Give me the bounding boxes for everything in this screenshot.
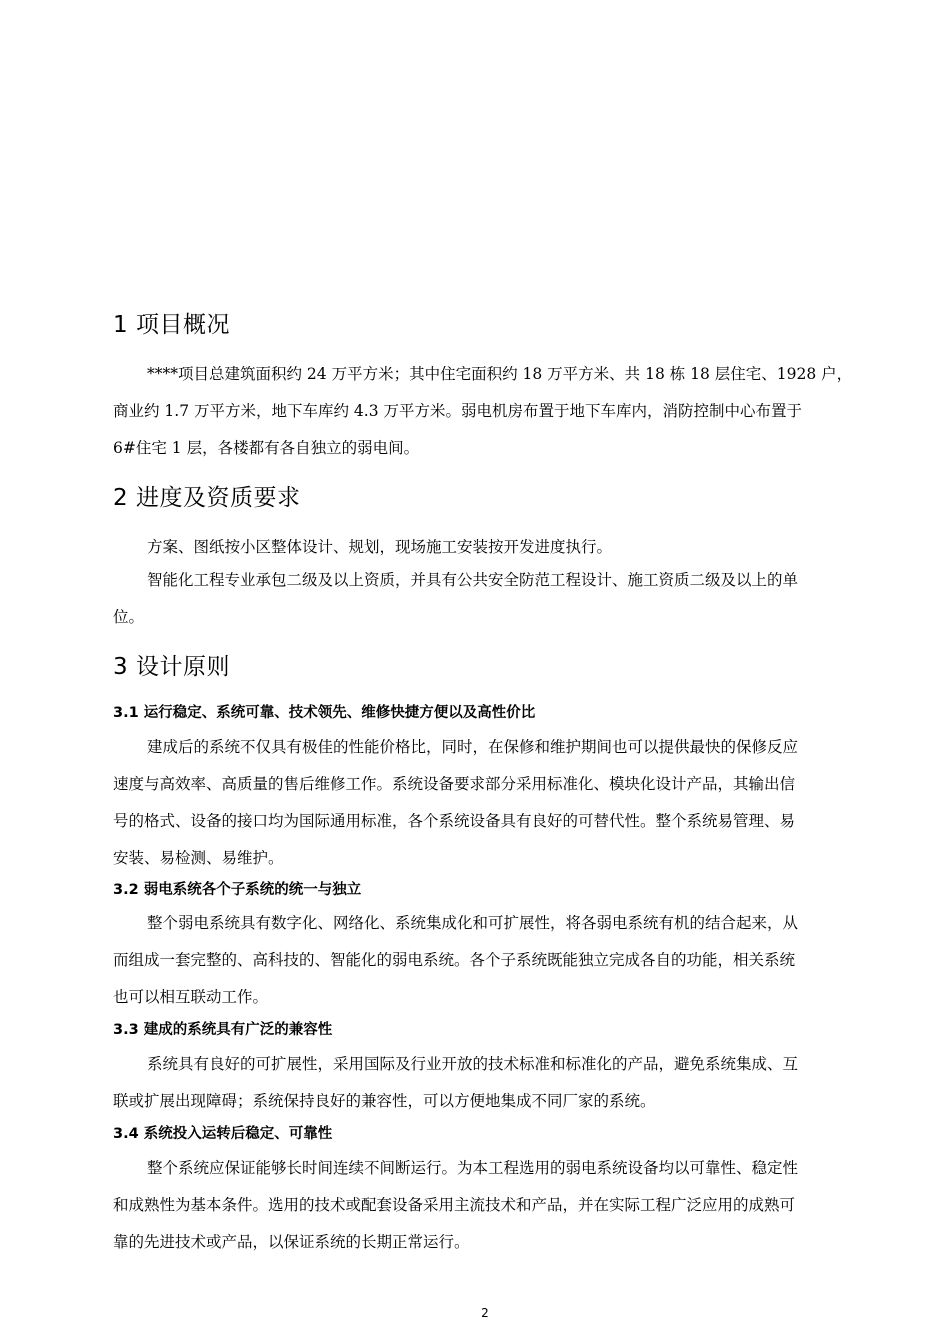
subsection-3-3-heading: 3.3 建成的系统具有广泛的兼容性 (113, 1022, 333, 1038)
section-1-paragraph-line: 商业约 1.7 万平方米，地下车库约 4.3 万平方米。弱电机房布置于地下车库内，消防控制中心布置于 (113, 402, 803, 420)
page-number: 2 (481, 1306, 489, 1320)
subsection-3-2-line: 而组成一套完整的、高科技的、智能化的弱电系统。各个子系统既能独立完成各自的功能，相关系统 (113, 951, 796, 969)
subsection-3-4-line: 和成熟性为基本条件。选用的技术或配套设备采用主流技术和产品，并在实际工程广泛应用的成熟可 (113, 1196, 796, 1214)
section-1-heading: 1 项目概况 (113, 312, 230, 338)
subsection-3-4-heading: 3.4 系统投入运转后稳定、可靠性 (113, 1126, 333, 1142)
section-2-paragraph-line: 智能化工程专业承包二级及以上资质，并具有公共安全防范工程设计、施工资质二级及以上的单 (147, 571, 799, 589)
section-2-heading: 2 进度及资质要求 (113, 485, 301, 511)
section-3-heading: 3 设计原则 (113, 654, 230, 680)
subsection-3-1-line: 号的格式、设备的接口均为国际通用标准，各个系统设备具有良好的可替代性。整个系统易管理、易 (113, 812, 796, 830)
section-2-paragraph-line: 方案、图纸按小区整体设计、规划，现场施工安装按开发进度执行。 (147, 538, 613, 556)
subsection-3-2-line: 也可以相互联动工作。 (113, 988, 269, 1006)
subsection-3-2-heading: 3.2 弱电系统各个子系统的统一与独立 (113, 882, 362, 898)
subsection-3-1-line: 速度与高效率、高质量的售后维修工作。系统设备要求部分采用标准化、模块化设计产品，其输出信 (113, 775, 796, 793)
subsection-3-1-line: 建成后的系统不仅具有极佳的性能价格比，同时，在保修和维护期间也可以提供最快的保修反应 (147, 738, 799, 756)
subsection-3-4-line: 整个系统应保证能够长时间连续不间断运行。为本工程选用的弱电系统设备均以可靠性、稳定性 (147, 1159, 799, 1177)
subsection-3-3-line: 联或扩展出现障碍；系统保持良好的兼容性，可以方便地集成不同厂家的系统。 (113, 1092, 656, 1110)
section-1-paragraph-line: ****项目总建筑面积约 24 万平方米；其中住宅面积约 18 万平方米、共 18 栋 18 层住宅、1928 户， (147, 365, 853, 383)
subsection-3-1-line: 安装、易检测、易维护。 (113, 849, 284, 867)
subsection-3-2-line: 整个弱电系统具有数字化、网络化、系统集成化和可扩展性，将各弱电系统有机的结合起来，从 (147, 914, 799, 932)
subsection-3-3-line: 系统具有良好的可扩展性，采用国际及行业开放的技术标准和标准化的产品，避免系统集成、互 (147, 1055, 799, 1073)
subsection-3-1-heading: 3.1 运行稳定、系统可靠、技术领先、维修快捷方便以及高性价比 (113, 705, 536, 721)
section-2-paragraph-line: 位。 (113, 608, 145, 626)
subsection-3-4-line: 靠的先进技术或产品，以保证系统的长期正常运行。 (113, 1233, 470, 1251)
section-1-paragraph-line: 6#住宅 1 层，各楼都有各自独立的弱电间。 (113, 439, 420, 457)
